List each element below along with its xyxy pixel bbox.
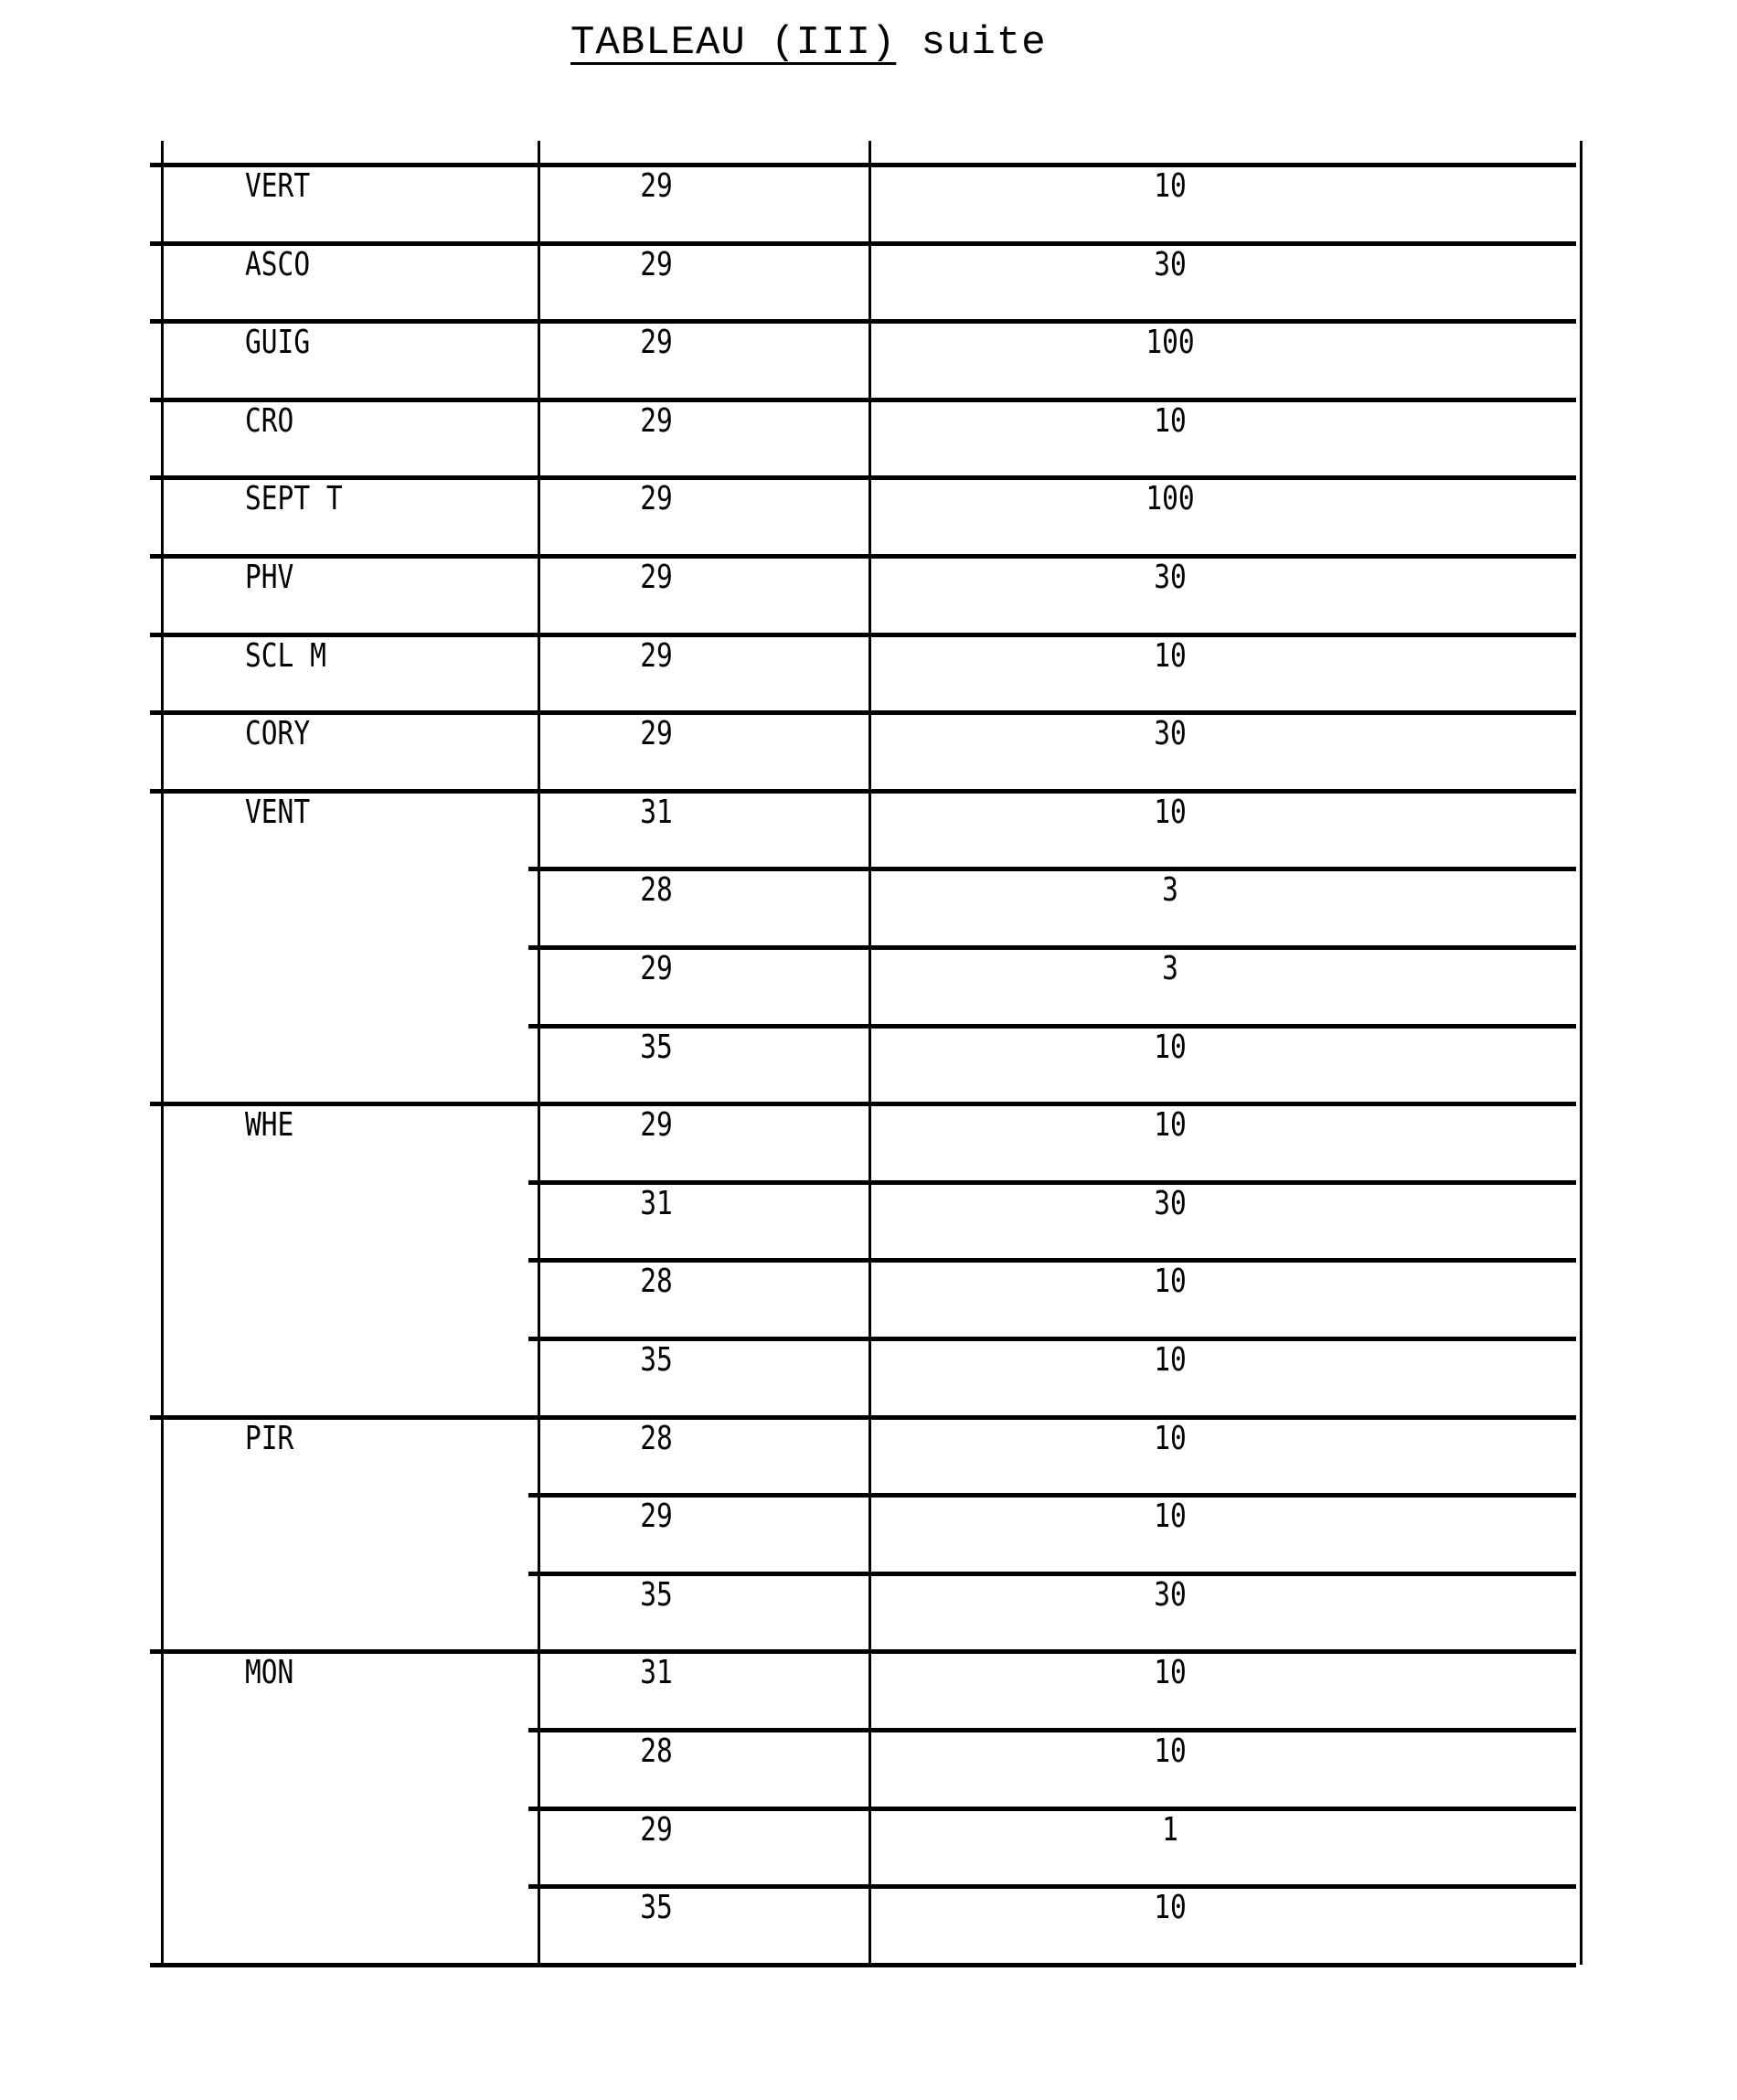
value-col3: 3 bbox=[1162, 871, 1178, 910]
row-separator bbox=[528, 1884, 1576, 1889]
column-border bbox=[538, 141, 540, 1965]
value-col2: 35 bbox=[640, 1028, 673, 1066]
table-bottom-border bbox=[150, 1963, 1576, 1967]
row-separator bbox=[528, 1572, 1576, 1576]
value-col2: 29 bbox=[640, 950, 673, 987]
row-label: VENT bbox=[245, 793, 311, 831]
row-label: PIR bbox=[245, 1419, 294, 1457]
row-separator bbox=[150, 475, 1576, 480]
row-label: SCL M bbox=[245, 636, 326, 675]
value-col3: 10 bbox=[1154, 1028, 1187, 1066]
row-label: CORY bbox=[245, 715, 311, 753]
row-separator bbox=[528, 1728, 1576, 1732]
row-separator bbox=[150, 319, 1576, 324]
value-col3: 1 bbox=[1162, 1810, 1178, 1849]
value-col2: 29 bbox=[640, 167, 673, 205]
row-label: ASCO bbox=[245, 245, 311, 283]
value-col3: 30 bbox=[1154, 715, 1187, 753]
row-separator bbox=[150, 1649, 1576, 1654]
value-col2: 28 bbox=[640, 871, 673, 910]
value-col2: 35 bbox=[640, 1889, 673, 1927]
row-separator bbox=[150, 554, 1576, 559]
column-border bbox=[868, 141, 871, 1965]
value-col2: 29 bbox=[640, 480, 673, 518]
value-col2: 29 bbox=[640, 1106, 673, 1145]
row-separator bbox=[150, 398, 1576, 402]
row-separator bbox=[528, 1493, 1576, 1498]
value-col3: 10 bbox=[1154, 1498, 1187, 1536]
column-border bbox=[1580, 141, 1582, 1965]
row-label: PHV bbox=[245, 559, 294, 596]
title-underlined: TABLEAU (III) bbox=[570, 20, 897, 66]
row-label: SEPT T bbox=[245, 480, 343, 518]
row-separator bbox=[150, 633, 1576, 637]
value-col3: 10 bbox=[1154, 1419, 1187, 1457]
value-col3: 10 bbox=[1154, 1341, 1187, 1379]
row-label: MON bbox=[245, 1654, 294, 1692]
value-col3: 10 bbox=[1154, 1263, 1187, 1301]
value-col2: 28 bbox=[640, 1732, 673, 1770]
row-separator bbox=[528, 945, 1576, 950]
value-col2: 28 bbox=[640, 1263, 673, 1301]
row-separator bbox=[528, 1337, 1576, 1341]
value-col2: 28 bbox=[640, 1419, 673, 1457]
row-separator bbox=[150, 1102, 1576, 1106]
value-col3: 10 bbox=[1154, 167, 1187, 205]
value-col3: 100 bbox=[1146, 480, 1195, 518]
value-col2: 35 bbox=[640, 1575, 673, 1614]
row-label: VERT bbox=[245, 167, 311, 205]
value-col2: 31 bbox=[640, 1654, 673, 1692]
value-col2: 29 bbox=[640, 401, 673, 440]
row-label: GUIG bbox=[245, 324, 311, 362]
value-col3: 100 bbox=[1146, 324, 1195, 362]
row-label: WHE bbox=[245, 1106, 294, 1145]
value-col3: 10 bbox=[1154, 793, 1187, 831]
value-col2: 29 bbox=[640, 715, 673, 753]
row-separator bbox=[150, 710, 1576, 715]
value-col2: 29 bbox=[640, 1498, 673, 1536]
row-label: CRO bbox=[245, 401, 294, 440]
value-col2: 29 bbox=[640, 1810, 673, 1849]
row-separator bbox=[528, 867, 1576, 871]
value-col3: 10 bbox=[1154, 401, 1187, 440]
row-separator bbox=[150, 1415, 1576, 1420]
row-separator bbox=[150, 163, 1576, 167]
value-col3: 3 bbox=[1162, 950, 1178, 987]
value-col3: 10 bbox=[1154, 1889, 1187, 1927]
value-col3: 30 bbox=[1154, 1575, 1187, 1614]
value-col3: 30 bbox=[1154, 1184, 1187, 1222]
value-col2: 31 bbox=[640, 1184, 673, 1222]
row-separator bbox=[150, 241, 1576, 246]
row-separator bbox=[528, 1807, 1576, 1811]
value-col3: 30 bbox=[1154, 559, 1187, 596]
column-border bbox=[161, 141, 164, 1965]
row-separator bbox=[528, 1180, 1576, 1185]
row-separator bbox=[150, 789, 1576, 794]
row-separator bbox=[528, 1258, 1576, 1263]
value-col2: 29 bbox=[640, 559, 673, 596]
value-col2: 29 bbox=[640, 245, 673, 283]
value-col3: 10 bbox=[1154, 1106, 1187, 1145]
value-col3: 10 bbox=[1154, 636, 1187, 675]
row-separator bbox=[528, 1024, 1576, 1029]
value-col3: 30 bbox=[1154, 245, 1187, 283]
title-suffix: suite bbox=[896, 20, 1047, 66]
value-col3: 10 bbox=[1154, 1654, 1187, 1692]
value-col3: 10 bbox=[1154, 1732, 1187, 1770]
value-col2: 35 bbox=[640, 1341, 673, 1379]
value-col2: 29 bbox=[640, 324, 673, 362]
value-col2: 29 bbox=[640, 636, 673, 675]
value-col2: 31 bbox=[640, 793, 673, 831]
